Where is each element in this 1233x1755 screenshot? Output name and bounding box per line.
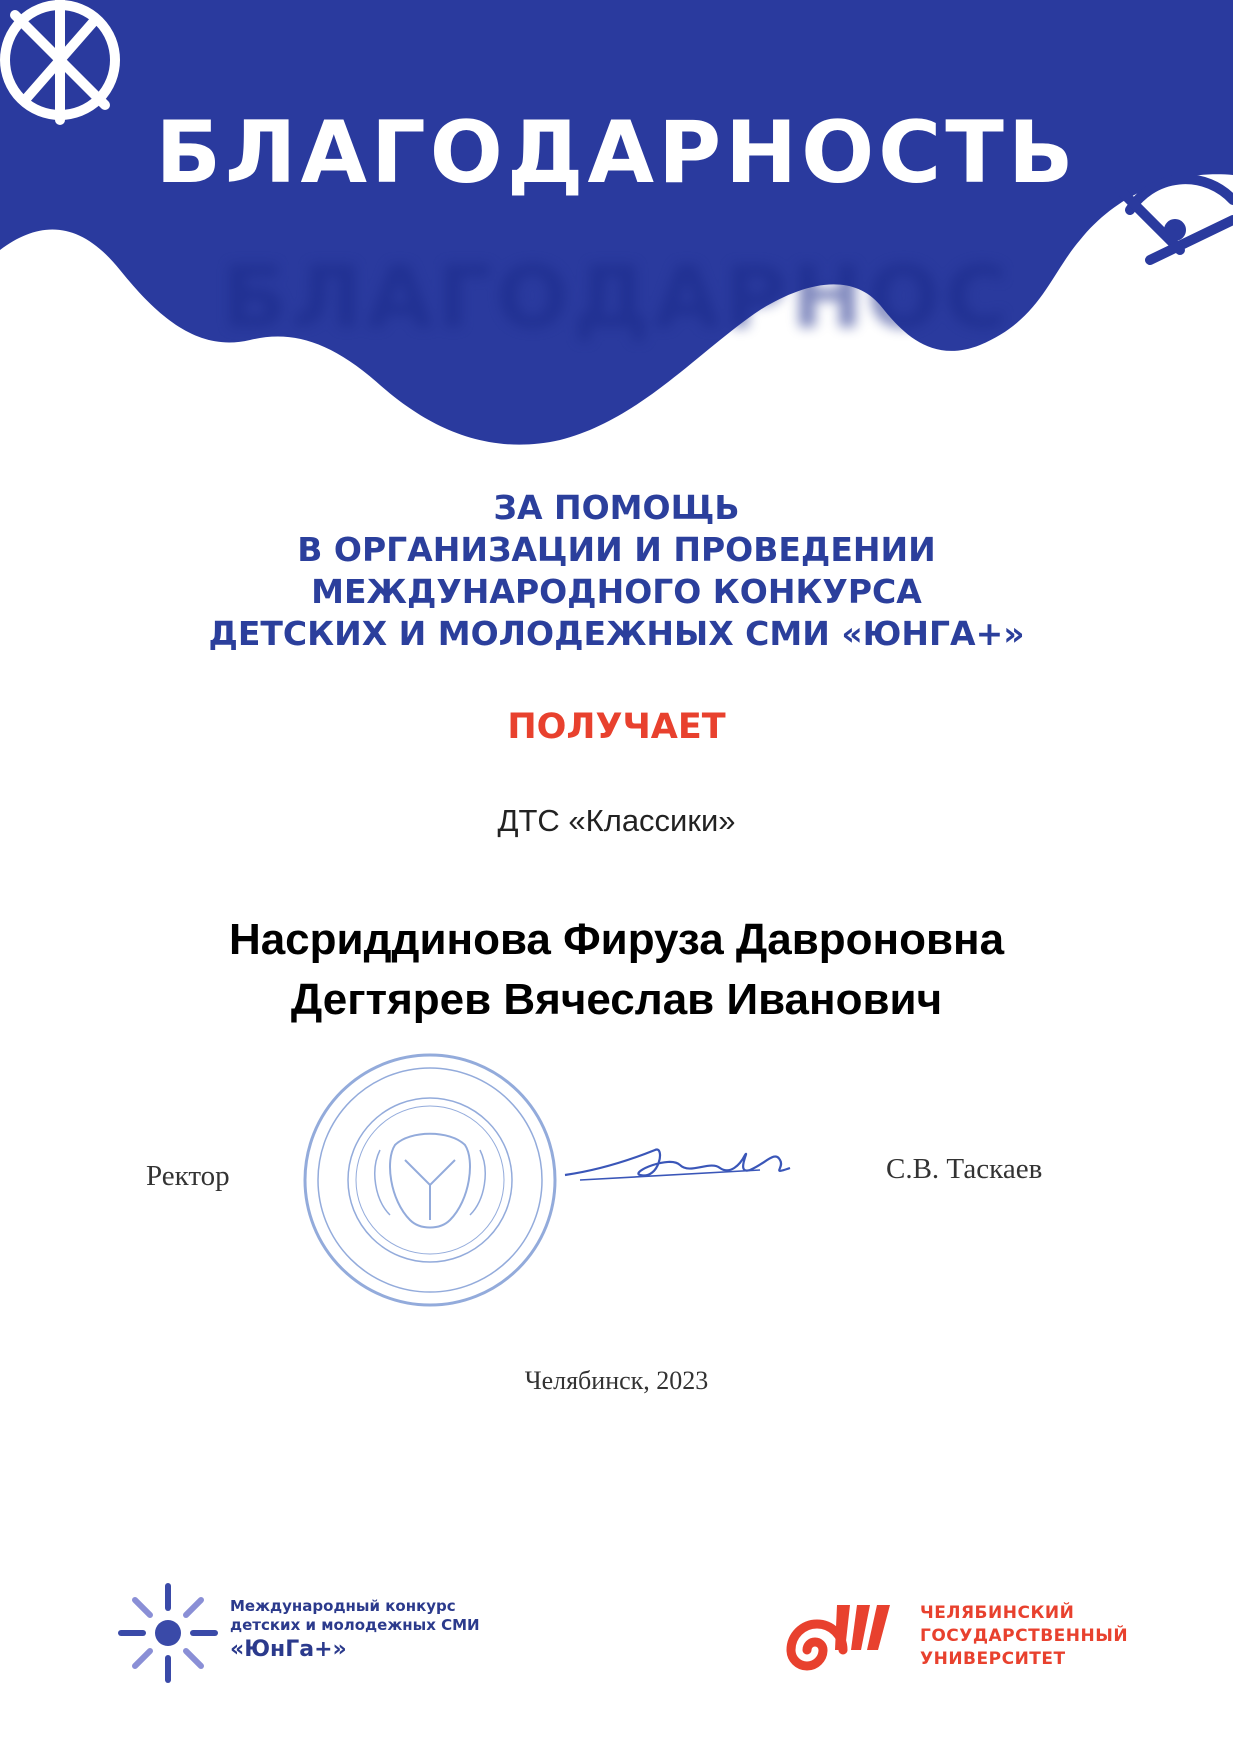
csu-logo-text <box>920 1602 1128 1671</box>
recipient-names <box>0 910 1233 1030</box>
recipient-name: Насриддинова Фируза Давроновна <box>228 915 1005 964</box>
city-year: Челябинск, 2023 <box>524 1366 709 1395</box>
receives-label: ПОЛУЧАЕТ <box>507 707 726 747</box>
certificate-title-shadow: БЛАГОДАРНОС <box>221 248 1012 348</box>
contest-logo-text <box>230 1597 480 1665</box>
csu-line: УНИВЕРСИТЕТ <box>920 1649 1066 1669</box>
contest-logo-icon <box>113 1578 223 1688</box>
csu-line: ГОСУДАРСТВЕННЫЙ <box>920 1626 1129 1646</box>
contest-line: Международный конкурс <box>230 1597 456 1615</box>
csu-line: ЧЕЛЯБИНСКИЙ <box>920 1603 1075 1623</box>
contest-name: «ЮнГа+» <box>230 1637 347 1662</box>
header-wave <box>0 0 1233 460</box>
state-seal-icon <box>300 1050 560 1310</box>
reason-line: ДЕТСКИХ И МОЛОДЕЖНЫХ СМИ «ЮНГА+» <box>208 614 1025 653</box>
reason-line: В ОРГАНИЗАЦИИ И ПРОВЕДЕНИИ <box>297 530 936 569</box>
certificate-title: БЛАГОДАРНОСТЬ <box>155 103 1078 203</box>
recipient-name: Дегтярев Вячеслав Иванович <box>290 975 943 1024</box>
signature-icon <box>560 1120 810 1210</box>
signer-name: С.В. Таскаев <box>886 1153 1043 1185</box>
csu-logo-icon <box>775 1595 900 1685</box>
contest-line: детских и молодежных СМИ <box>230 1616 480 1634</box>
reason-text <box>0 487 1233 655</box>
organization-name: ДТС «Классики» <box>497 803 736 838</box>
reason-line: МЕЖДУНАРОДНОГО КОНКУРСА <box>311 572 922 611</box>
signer-role: Ректор <box>146 1160 230 1192</box>
reason-line: ЗА ПОМОЩЬ <box>493 488 740 527</box>
